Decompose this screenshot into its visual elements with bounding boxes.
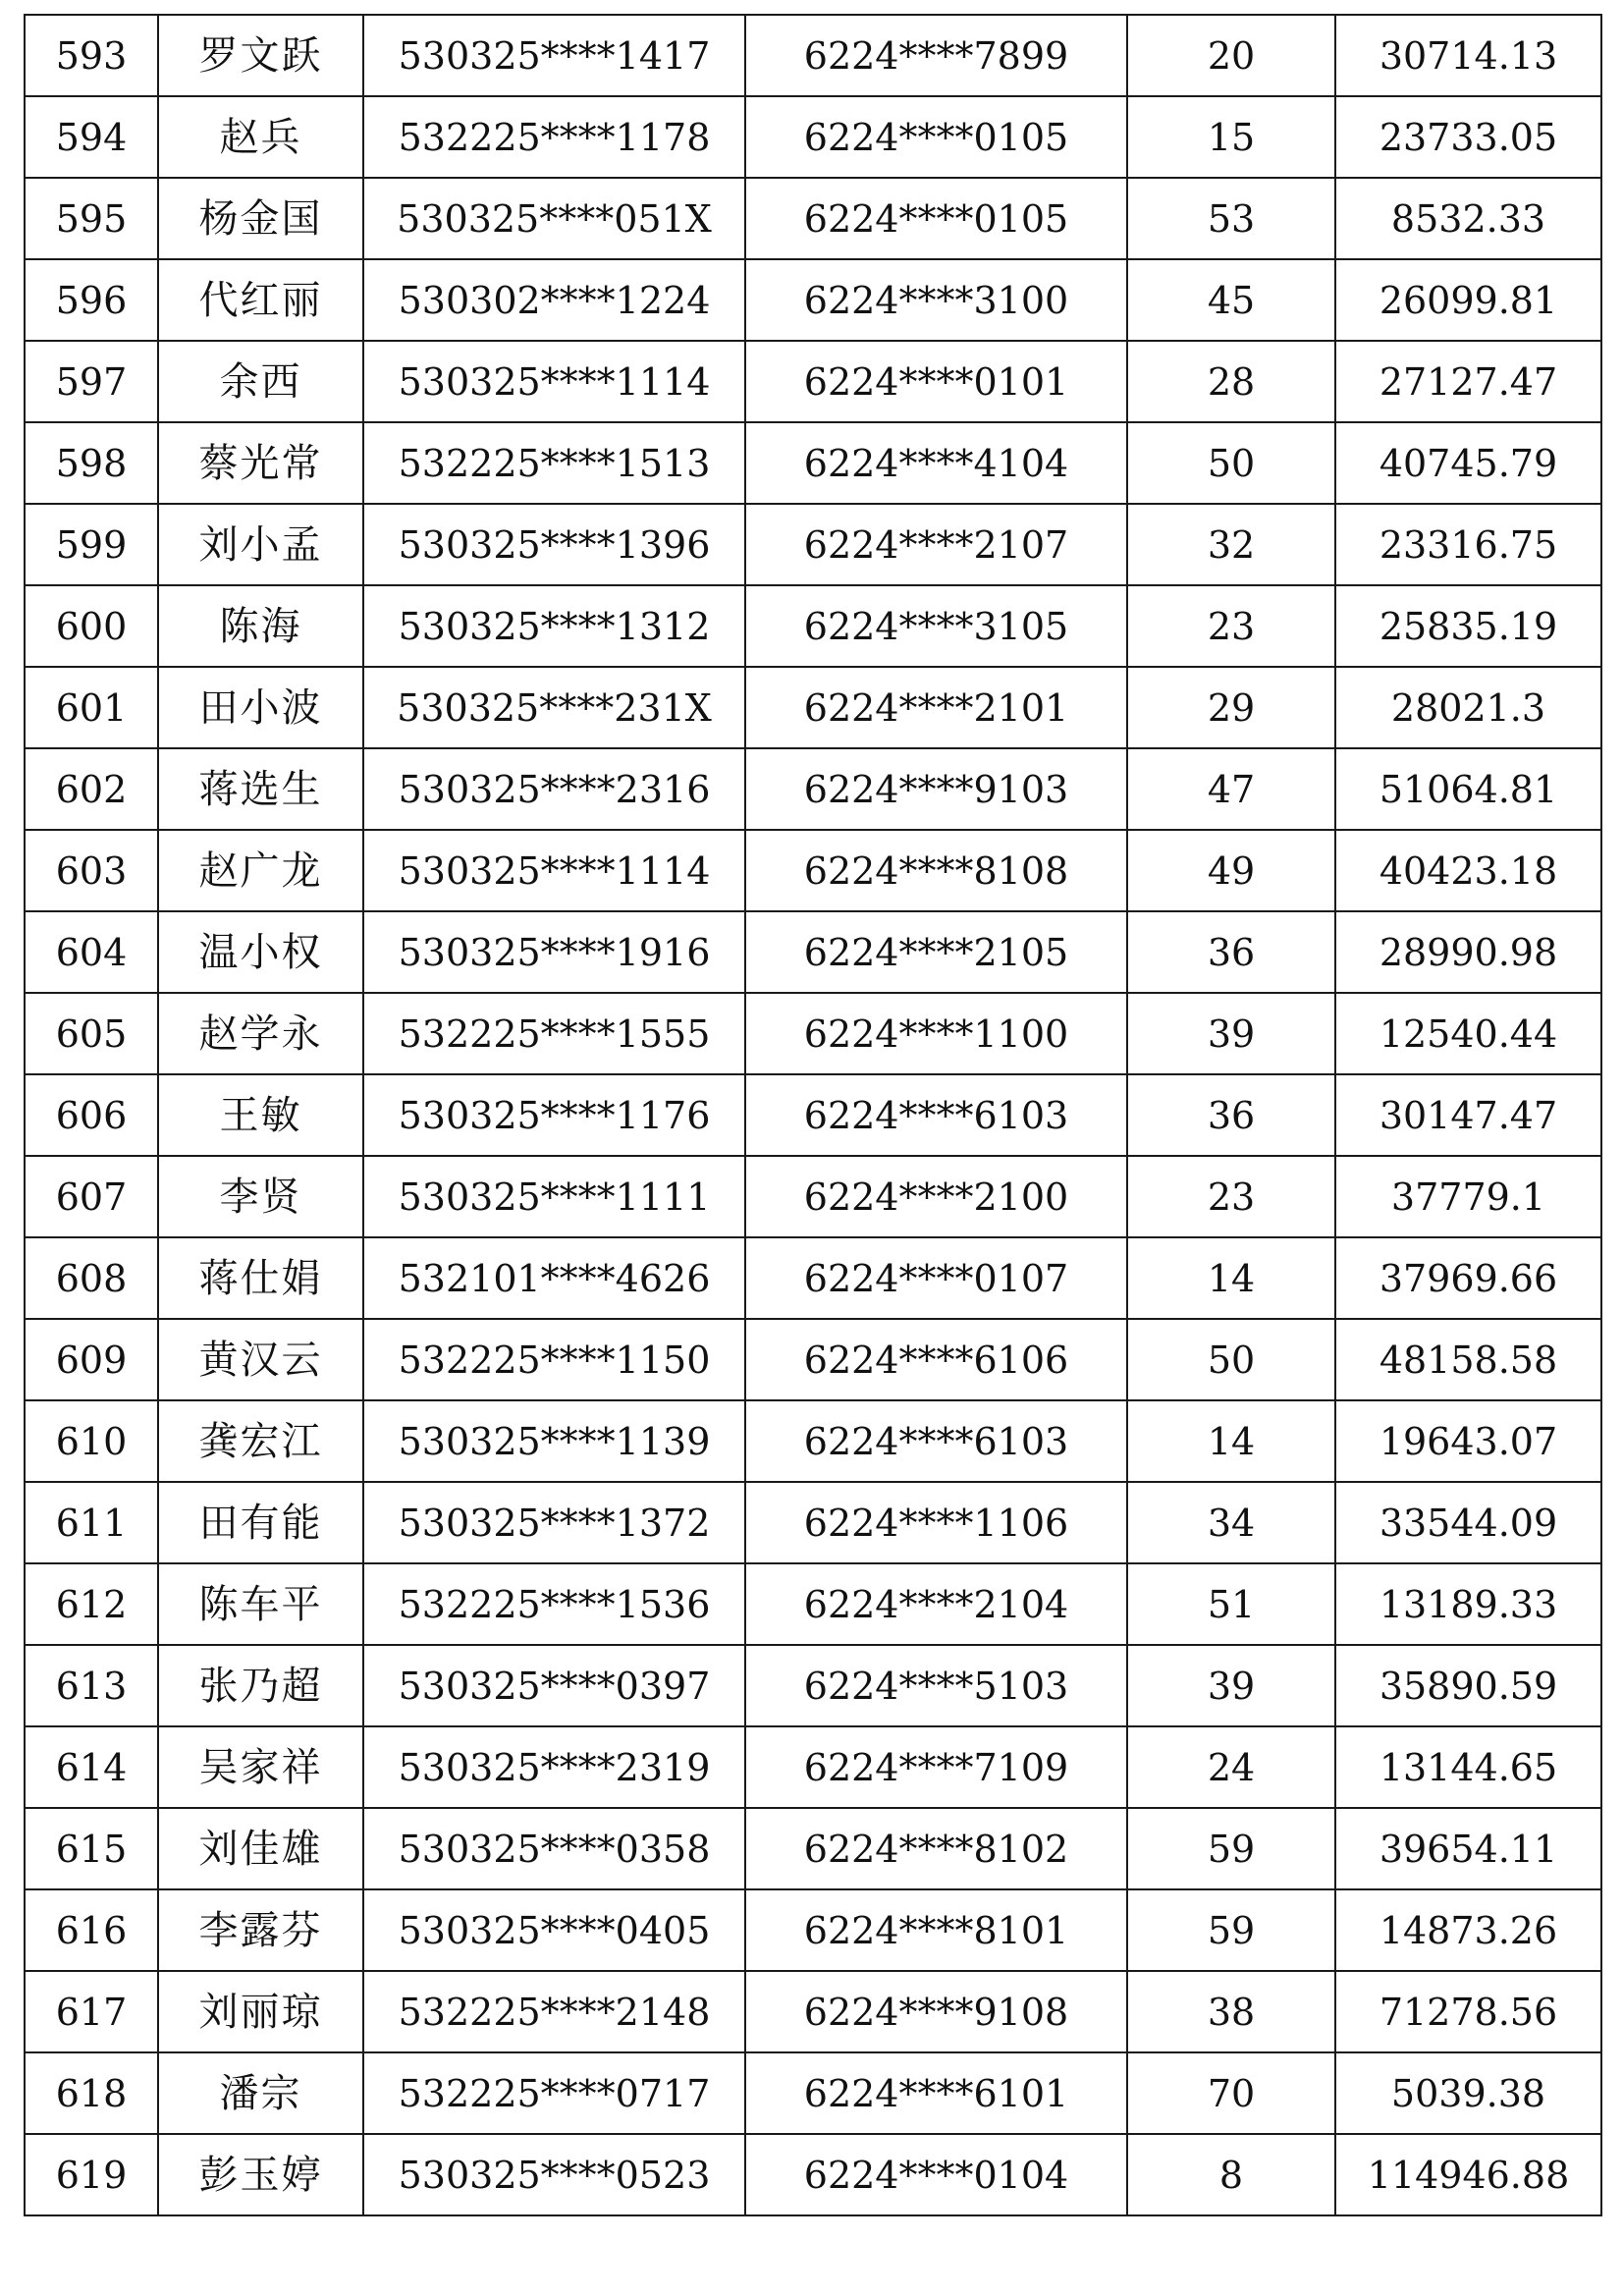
amount-cell: 114946.88 [1335,2134,1601,2215]
count-cell: 14 [1127,1237,1335,1319]
amount-cell: 28990.98 [1335,911,1601,993]
id-number-cell: 530325****0523 [363,2134,745,2215]
name-cell: 田小波 [158,667,363,748]
bank-card-cell: 6224****0105 [745,96,1127,178]
id-number-cell: 532225****2148 [363,1971,745,2052]
table-row [25,2052,1601,2134]
seq-cell: 610 [25,1400,158,1482]
table-row [25,830,1601,911]
bank-card-cell: 6224****8101 [745,1889,1127,1971]
amount-cell: 23733.05 [1335,96,1601,178]
table-row [25,1726,1601,1808]
amount-cell: 19643.07 [1335,1400,1601,1482]
bank-card-cell: 6224****8102 [745,1808,1127,1889]
id-number-cell: 530325****1916 [363,911,745,993]
name-cell: 潘宗 [158,2052,363,2134]
amount-cell: 25835.19 [1335,585,1601,667]
id-number-cell: 530325****1396 [363,504,745,585]
name-cell: 田有能 [158,1482,363,1563]
count-cell: 47 [1127,748,1335,830]
name-cell: 刘丽琼 [158,1971,363,2052]
name-cell: 刘佳雄 [158,1808,363,1889]
table-row [25,259,1601,341]
bank-card-cell: 6224****4104 [745,422,1127,504]
seq-cell: 596 [25,259,158,341]
seq-cell: 603 [25,830,158,911]
name-cell: 赵兵 [158,96,363,178]
table-row [25,748,1601,830]
id-number-cell: 530325****1372 [363,1482,745,1563]
count-cell: 23 [1127,1156,1335,1237]
name-cell: 余西 [158,341,363,422]
table-row [25,15,1601,96]
count-cell: 51 [1127,1563,1335,1645]
table-row [25,1482,1601,1563]
name-cell: 李露芬 [158,1889,363,1971]
seq-cell: 617 [25,1971,158,2052]
roster-table [24,14,1602,2216]
seq-cell: 619 [25,2134,158,2215]
bank-card-cell: 6224****6101 [745,2052,1127,2134]
amount-cell: 14873.26 [1335,1889,1601,1971]
name-cell: 王敏 [158,1074,363,1156]
amount-cell: 30147.47 [1335,1074,1601,1156]
amount-cell: 28021.3 [1335,667,1601,748]
id-number-cell: 530325****2319 [363,1726,745,1808]
id-number-cell: 530325****0397 [363,1645,745,1726]
table-row [25,667,1601,748]
amount-cell: 12540.44 [1335,993,1601,1074]
bank-card-cell: 6224****9103 [745,748,1127,830]
count-cell: 23 [1127,585,1335,667]
amount-cell: 5039.38 [1335,2052,1601,2134]
id-number-cell: 530325****051X [363,178,745,259]
seq-cell: 606 [25,1074,158,1156]
name-cell: 张乃超 [158,1645,363,1726]
seq-cell: 602 [25,748,158,830]
name-cell: 黄汉云 [158,1319,363,1400]
bank-card-cell: 6224****7109 [745,1726,1127,1808]
table-row [25,2134,1601,2215]
bank-card-cell: 6224****7899 [745,15,1127,96]
amount-cell: 30714.13 [1335,15,1601,96]
name-cell: 李贤 [158,1156,363,1237]
seq-cell: 607 [25,1156,158,1237]
table-row [25,585,1601,667]
bank-card-cell: 6224****8108 [745,830,1127,911]
count-cell: 70 [1127,2052,1335,2134]
name-cell: 代红丽 [158,259,363,341]
table-row [25,911,1601,993]
count-cell: 15 [1127,96,1335,178]
id-number-cell: 530325****1111 [363,1156,745,1237]
seq-cell: 614 [25,1726,158,1808]
count-cell: 14 [1127,1400,1335,1482]
count-cell: 34 [1127,1482,1335,1563]
amount-cell: 40745.79 [1335,422,1601,504]
bank-card-cell: 6224****0105 [745,178,1127,259]
bank-card-cell: 6224****2105 [745,911,1127,993]
seq-cell: 605 [25,993,158,1074]
name-cell: 陈车平 [158,1563,363,1645]
table-row [25,993,1601,1074]
name-cell: 赵广龙 [158,830,363,911]
amount-cell: 39654.11 [1335,1808,1601,1889]
count-cell: 39 [1127,993,1335,1074]
bank-card-cell: 6224****0101 [745,341,1127,422]
amount-cell: 27127.47 [1335,341,1601,422]
table-row [25,1074,1601,1156]
name-cell: 蔡光常 [158,422,363,504]
name-cell: 吴家祥 [158,1726,363,1808]
id-number-cell: 530325****1114 [363,830,745,911]
bank-card-cell: 6224****2107 [745,504,1127,585]
amount-cell: 26099.81 [1335,259,1601,341]
amount-cell: 35890.59 [1335,1645,1601,1726]
amount-cell: 23316.75 [1335,504,1601,585]
amount-cell: 13189.33 [1335,1563,1601,1645]
id-number-cell: 532225****1178 [363,96,745,178]
count-cell: 36 [1127,911,1335,993]
seq-cell: 598 [25,422,158,504]
id-number-cell: 530302****1224 [363,259,745,341]
name-cell: 蒋选生 [158,748,363,830]
count-cell: 38 [1127,1971,1335,2052]
table-row [25,422,1601,504]
id-number-cell: 530325****1312 [363,585,745,667]
seq-cell: 611 [25,1482,158,1563]
count-cell: 50 [1127,422,1335,504]
amount-cell: 8532.33 [1335,178,1601,259]
seq-cell: 616 [25,1889,158,1971]
count-cell: 32 [1127,504,1335,585]
seq-cell: 613 [25,1645,158,1726]
table-row [25,1319,1601,1400]
bank-card-cell: 6224****0107 [745,1237,1127,1319]
table-row [25,341,1601,422]
bank-card-cell: 6224****2104 [745,1563,1127,1645]
roster-table-body [25,15,1601,2215]
bank-card-cell: 6224****6106 [745,1319,1127,1400]
count-cell: 59 [1127,1889,1335,1971]
bank-card-cell: 6224****2101 [745,667,1127,748]
bank-card-cell: 6224****5103 [745,1645,1127,1726]
table-row [25,1156,1601,1237]
table-row [25,96,1601,178]
amount-cell: 51064.81 [1335,748,1601,830]
seq-cell: 595 [25,178,158,259]
table-row [25,1237,1601,1319]
count-cell: 59 [1127,1808,1335,1889]
count-cell: 20 [1127,15,1335,96]
table-row [25,1645,1601,1726]
seq-cell: 612 [25,1563,158,1645]
bank-card-cell: 6224****2100 [745,1156,1127,1237]
name-cell: 刘小孟 [158,504,363,585]
amount-cell: 48158.58 [1335,1319,1601,1400]
count-cell: 50 [1127,1319,1335,1400]
name-cell: 龚宏江 [158,1400,363,1482]
id-number-cell: 532225****1150 [363,1319,745,1400]
id-number-cell: 530325****2316 [363,748,745,830]
bank-card-cell: 6224****0104 [745,2134,1127,2215]
id-number-cell: 530325****0405 [363,1889,745,1971]
table-row [25,1971,1601,2052]
id-number-cell: 532225****1555 [363,993,745,1074]
name-cell: 陈海 [158,585,363,667]
amount-cell: 37779.1 [1335,1156,1601,1237]
seq-cell: 597 [25,341,158,422]
table-row [25,1808,1601,1889]
table-row [25,178,1601,259]
seq-cell: 593 [25,15,158,96]
table-row [25,1563,1601,1645]
name-cell: 彭玉婷 [158,2134,363,2215]
name-cell: 罗文跃 [158,15,363,96]
count-cell: 45 [1127,259,1335,341]
id-number-cell: 530325****231X [363,667,745,748]
id-number-cell: 530325****1114 [363,341,745,422]
count-cell: 39 [1127,1645,1335,1726]
id-number-cell: 532225****1513 [363,422,745,504]
name-cell: 蒋仕娟 [158,1237,363,1319]
bank-card-cell: 6224****1106 [745,1482,1127,1563]
table-row [25,1400,1601,1482]
table-row [25,504,1601,585]
count-cell: 28 [1127,341,1335,422]
seq-cell: 615 [25,1808,158,1889]
name-cell: 杨金国 [158,178,363,259]
id-number-cell: 530325****1417 [363,15,745,96]
id-number-cell: 530325****1176 [363,1074,745,1156]
count-cell: 53 [1127,178,1335,259]
bank-card-cell: 6224****6103 [745,1400,1127,1482]
bank-card-cell: 6224****3100 [745,259,1127,341]
name-cell: 赵学永 [158,993,363,1074]
count-cell: 24 [1127,1726,1335,1808]
count-cell: 29 [1127,667,1335,748]
seq-cell: 618 [25,2052,158,2134]
name-cell: 温小权 [158,911,363,993]
seq-cell: 600 [25,585,158,667]
bank-card-cell: 6224****3105 [745,585,1127,667]
seq-cell: 594 [25,96,158,178]
id-number-cell: 532101****4626 [363,1237,745,1319]
bank-card-cell: 6224****6103 [745,1074,1127,1156]
seq-cell: 599 [25,504,158,585]
amount-cell: 13144.65 [1335,1726,1601,1808]
seq-cell: 608 [25,1237,158,1319]
id-number-cell: 532225****1536 [363,1563,745,1645]
bank-card-cell: 6224****9108 [745,1971,1127,2052]
id-number-cell: 530325****1139 [363,1400,745,1482]
amount-cell: 33544.09 [1335,1482,1601,1563]
table-row [25,1889,1601,1971]
seq-cell: 609 [25,1319,158,1400]
count-cell: 36 [1127,1074,1335,1156]
amount-cell: 71278.56 [1335,1971,1601,2052]
bank-card-cell: 6224****1100 [745,993,1127,1074]
seq-cell: 601 [25,667,158,748]
id-number-cell: 530325****0358 [363,1808,745,1889]
count-cell: 49 [1127,830,1335,911]
amount-cell: 37969.66 [1335,1237,1601,1319]
count-cell: 8 [1127,2134,1335,2215]
id-number-cell: 532225****0717 [363,2052,745,2134]
seq-cell: 604 [25,911,158,993]
amount-cell: 40423.18 [1335,830,1601,911]
